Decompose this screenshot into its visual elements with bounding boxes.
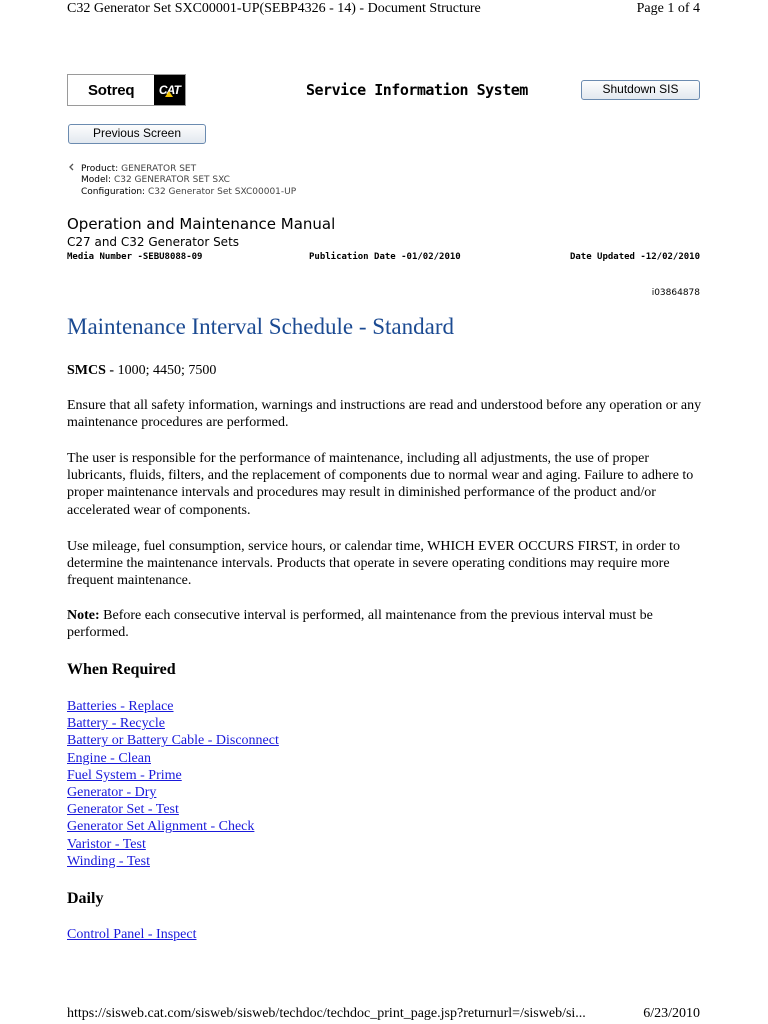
date-updated: Date Updated -12/02/2010	[569, 252, 700, 262]
smcs-value: 1000; 4450; 7500	[114, 363, 217, 378]
list-item	[67, 715, 279, 732]
cat-triangle-icon	[165, 91, 173, 97]
list-item	[67, 853, 279, 870]
print-footer-url: https://sisweb.cat.com/sisweb/sisweb/techdoc/techdoc_print_page.jsp?returnurl=/sisweb/si...	[67, 1006, 586, 1021]
when-required-heading: When Required	[67, 661, 176, 678]
model-value: C32 GENERATOR SET SXC	[113, 175, 230, 185]
print-header-title: C32 Generator Set SXC00001-UP(SEBP4326 - 14) - Document Structure	[67, 1, 481, 16]
configuration-row	[81, 187, 296, 198]
model-row	[81, 175, 230, 186]
document-id: i03864878	[651, 288, 700, 298]
model-label: Model:	[81, 175, 112, 185]
safety-paragraph: Ensure that all safety information, warnings and instructions are read and understood before any operation or any maintenance procedures are performed.	[67, 398, 702, 431]
page-title: Maintenance Interval Schedule - Standard	[67, 314, 455, 339]
note-paragraph	[67, 607, 707, 641]
note-label: Note:	[67, 608, 100, 623]
interval-paragraph: Use mileage, fuel consumption, service hours, or calendar time, WHICH EVER OCCURS FIRST, in order to determine the maintenance intervals. Products that operate in severe operating conditions may require more frequent maintenance.	[67, 539, 681, 589]
smcs-label: SMCS -	[67, 363, 115, 378]
publication-date: Publication Date -01/02/2010	[309, 252, 461, 262]
list-item	[67, 750, 279, 767]
daily-heading: Daily	[67, 890, 104, 907]
manual-subtitle: C27 and C32 Generator Sets	[67, 235, 240, 249]
list-item	[67, 732, 279, 749]
media-number: Media Number -SEBU8088-09	[67, 252, 203, 262]
link-generator-set-alignment-check[interactable]: Generator Set Alignment - Check	[67, 819, 255, 835]
sotreq-logo-text: Sotreq	[88, 82, 135, 99]
smcs-line	[67, 362, 707, 379]
list-item	[67, 801, 279, 818]
list-item	[67, 767, 279, 784]
list-item	[67, 818, 279, 835]
list-item	[67, 836, 279, 853]
list-item	[67, 784, 279, 801]
note-text: Before each consecutive interval is performed, all maintenance from the previous interval must be performed.	[67, 608, 653, 641]
cat-logo-icon	[154, 75, 185, 105]
product-row	[81, 164, 196, 175]
responsibility-paragraph: The user is responsible for the performance of maintenance, including all adjustments, the use of proper lubricants, fluids, filters, and the replacement of components due to normal wear and aging. Failure to adhere to proper maintenance intervals and procedures may result in diminished performance of the product and/or accelerated wear of components.	[67, 451, 694, 518]
link-generator-dry[interactable]: Generator - Dry	[67, 785, 157, 801]
link-battery-cable-disconnect[interactable]: Battery or Battery Cable - Disconnect	[67, 733, 279, 749]
shutdown-sis-button[interactable]: Shutdown SIS	[581, 80, 700, 100]
configuration-label: Configuration:	[81, 187, 146, 197]
link-winding-test[interactable]: Winding - Test	[67, 853, 150, 869]
cat-logo-text: CAT	[158, 83, 181, 97]
product-value: GENERATOR SET	[121, 164, 197, 174]
link-fuel-system-prime[interactable]: Fuel System - Prime	[67, 767, 182, 783]
product-label: Product:	[81, 164, 119, 174]
manual-title: Operation and Maintenance Manual	[67, 215, 336, 233]
previous-screen-button[interactable]: Previous Screen	[68, 124, 206, 144]
link-varistor-test[interactable]: Varistor - Test	[67, 836, 146, 852]
list-item	[67, 926, 196, 943]
configuration-value: C32 Generator Set SXC00001-UP	[147, 187, 297, 197]
print-footer-date: 6/23/2010	[643, 1006, 700, 1021]
link-control-panel-inspect[interactable]: Control Panel - Inspect	[67, 927, 197, 942]
list-item	[67, 698, 279, 715]
link-generator-set-test[interactable]: Generator Set - Test	[67, 802, 179, 818]
system-title: Service Information System	[306, 81, 528, 99]
when-required-list	[67, 698, 279, 870]
page-indicator: Page 1 of 4	[636, 1, 700, 16]
chevron-left-icon[interactable]	[67, 161, 77, 173]
daily-list	[67, 926, 196, 943]
link-battery-recycle[interactable]: Battery - Recycle	[67, 716, 165, 732]
sotreq-logo	[67, 74, 186, 106]
link-batteries-replace[interactable]: Batteries - Replace	[67, 699, 174, 714]
link-engine-clean[interactable]: Engine - Clean	[67, 750, 151, 766]
